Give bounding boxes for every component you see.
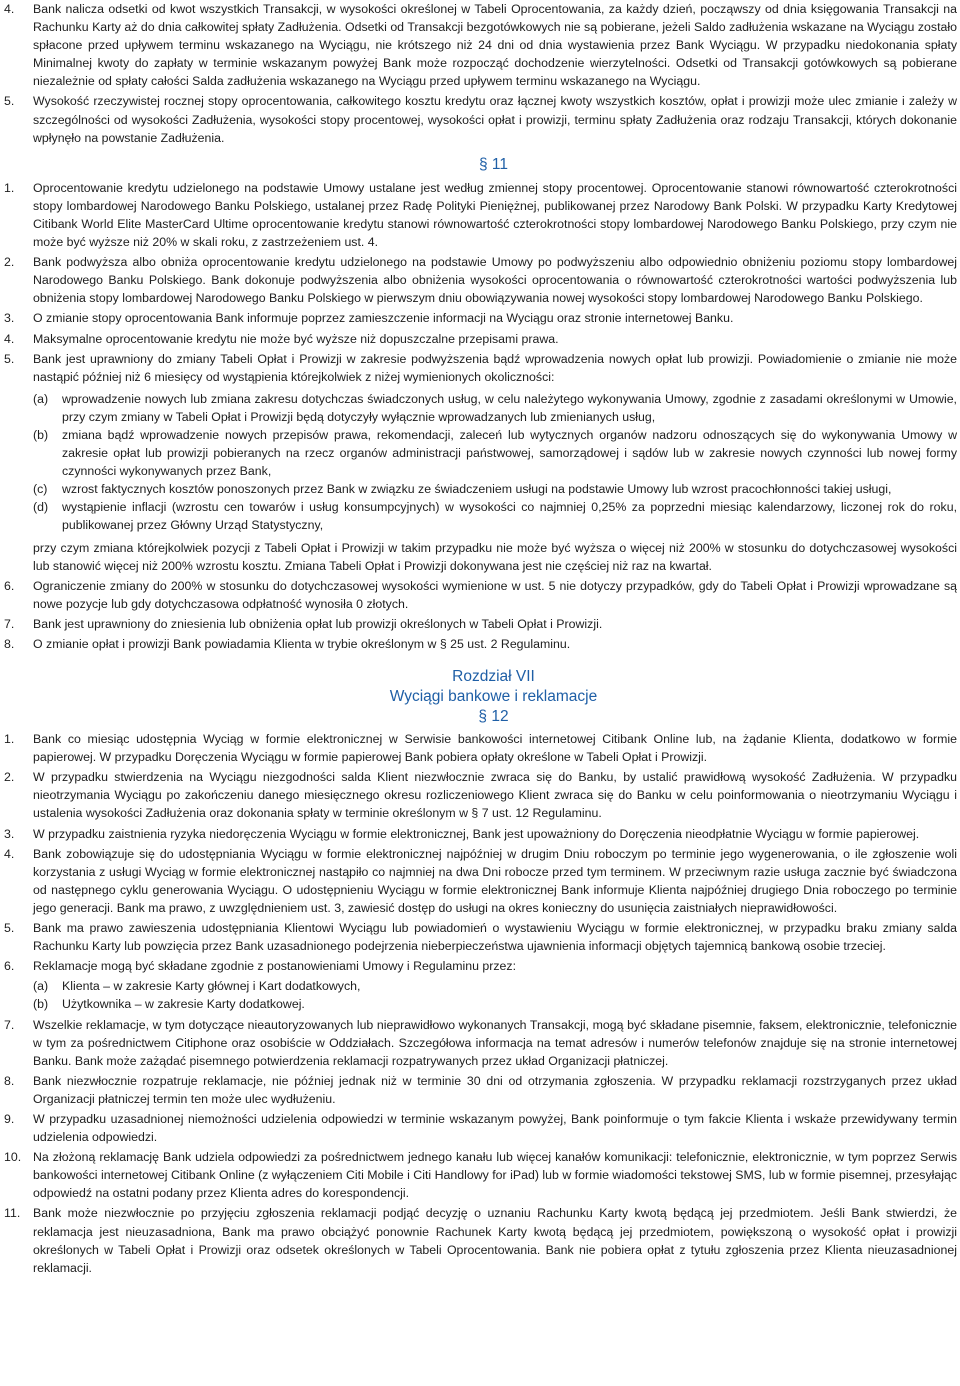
paragraph-text: Wysokość rzeczywistej rocznej stopy oprocentowania, całkowitego kosztu kredytu oraz łącznej kwoty wszystkich kosztów, opłat i prowizji może ulec zmianie i zależy w szczególności od wysokości Zadłużenia, wysokości stopy procentowej, wysokości opłat i prowizji, terminu spłaty Zadłużenia oraz rodzaju Transakcji, których dokonanie wpłynęło na powstanie Zadłużenia. xyxy=(33,94,957,145)
item-text: Maksymalne oprocentowanie kredytu nie może być wyższe niż dopuszczalne przepisami prawa. xyxy=(33,331,559,346)
sub-item-text: Klienta – w zakresie Karty głównej i Kart dodatkowych, xyxy=(62,979,361,994)
item-number: 3. xyxy=(4,311,15,326)
list-item xyxy=(4,730,957,766)
sub-item-text: wzrost faktycznych kosztów ponoszonych przez Bank w związku ze świadczeniem usługi na podstawie Umowy lub wzrost pracochłonności takiej usługi, xyxy=(62,482,892,497)
paragraph-number: 5. xyxy=(4,94,15,109)
item-text: Bank podwyższa albo obniża oprocentowanie kredytu udzielonego na podstawie Umowy po podwyższeniu albo odpowiednio obniżeniu poziomu stopy lombardowej Narodowego Banku Polskiego. Bank dokonuje podwyższenia albo obniżenia wysokości oprocentowania o równowartość czterokrotności wartości podwyższenia lub obniżenia stopy lombardowej Narodowego Banku Polskiego w pierwszym dniu obowiązywania nowej wysokości stopy lombardowej Narodowego Banku Polskiego. xyxy=(33,255,957,306)
item-text: Ograniczenie zmiany do 200% w stosunku do dotychczasowej wysokości wymienione w ust. 5 nie dotyczy przypadków, gdy do Tabeli Opłat i Prowizji wprowadzane są nowe pozycje lub gdy dotychczasowa odpłatność wynosiła 0 złotych. xyxy=(33,578,957,611)
item-number: 4. xyxy=(4,846,15,861)
item-text: W przypadku stwierdzenia na Wyciągu niezgodności salda Klient niezwłocznie zwraca się do Banku, by ustalić prawidłową wysokość Zadłużenia. W przypadku nieotrzymania Wyciągu po zakończeniu danego miesięcznego okresu rozliczeniowego Klient zwraca się do Banku w celu poinformowania o nieotrzymaniu Wyciągu i ustalenia wysokości Zadłużenia oraz dokonania spłaty w terminie określonym w § 7 ust. 12 Regulaminu. xyxy=(33,770,957,821)
sub-item xyxy=(33,977,957,995)
paragraph-4 xyxy=(4,0,957,90)
item-text: Bank ma prawo zawieszenia udostępniania Klientowi Wyciągu lub powiadomień o wystawieniu Wyciągu w formie elektronicznej, w przypadku braku zmiany salda Rachunku Karty lub powzięcia przez Bank uzasadnionego podejrzenia nieberpieczeństwa ujawnienia informacji objętych tajemnicą bankową osobie trzeciej. xyxy=(33,921,957,954)
item-text: Reklamacje mogą być składane zgodnie z postanowieniami Umowy i Regulaminu przez: xyxy=(33,959,517,974)
list-item xyxy=(4,253,957,307)
item-continuation: przy czym zmiana którejkolwiek pozycji z Tabeli Opłat i Prowizji w takim przypadku nie może być wyższa o więcej niż 200% w stosunku do dotychczasowej wysokości lub stanowić więcej niż 200% wzrostu kosztu. Zmiana Tabeli Opłat i Prowizji dokonywana jest nie częściej niż raz na kwartał. xyxy=(33,540,957,573)
sub-item-text: zmiana bądź wprowadzenie nowych przepisów prawa, rekomendacji, zaleceń lub wytycznych organów nadzoru odnoszących się do wykonywania Umowy w zakresie opłat lub prowizji pobieranych na rzecz organów administracji państwowej, samorządowej i sądów lub w zakresie nowych czynności lub nowej formy czynności wykonywanych przez Bank, xyxy=(62,427,957,479)
section-11-list xyxy=(4,179,957,653)
paragraph-5 xyxy=(4,92,957,146)
sub-item-text: wystąpienie inflacji (wzrostu cen towarów i usług konsumpcyjnych) w wysokości co najmniej 0,25% za poprzedni miesiąc kalendarzowy, liczonej rok do roku, publikowanej przez Główny Urząd Statystyczny, xyxy=(62,500,957,533)
sub-item-label: (b) xyxy=(33,427,49,442)
section-12-mark: § 12 xyxy=(478,708,509,726)
sub-item-label: (a) xyxy=(33,391,49,406)
item-text: W przypadku zaistnienia ryzyka niedoręczenia Wyciągu w formie elektronicznej, Bank jest upoważniony do Doręczenia nieodpłatnie Wyciągu w formie papierowej. xyxy=(33,826,920,841)
item-text: Oprocentowanie kredytu udzielonego na podstawie Umowy ustalane jest według zmiennej stopy procentowej. Oprocentowanie stanowi równowartość czterokrotności stopy lombardowej Narodowego Banku Polskiego, ustalanej przez Radę Polityki Pieniężnej, publikowanej przez Narodowy Bank Polski. W przypadku Karty Kredytowej Citibank World Elite MasterCard Ultime oprocentowanie kredytu stanowi równowartość czterokrotności stopy lombardowej Narodowego Banku Polskiego, przy czym nie może być wyższe niż 20% w skali roku, z zastrzeżeniem ust. 4. xyxy=(33,180,957,250)
sub-item-label: (a) xyxy=(33,979,49,994)
sub-item-text: Użytkownika – w zakresie Karty dodatkowej. xyxy=(62,997,305,1012)
item-number: 5. xyxy=(4,351,15,366)
list-item xyxy=(4,1110,957,1146)
sub-item-text: wprowadzenie nowych lub zmiana zakresu dotychczas świadczonych usług, w celu należytego wykonywania Umowy, zgodnie z zasadami określonymi w Umowie, przy czym zmiany w Tabeli Opłat i Prowizji będą dotyczyły wyłącznie wprowadzanych lub zmienianych usług, xyxy=(62,391,957,424)
paragraph-number: 4. xyxy=(4,2,15,16)
list-item xyxy=(4,350,957,575)
item-text: Bank niezwłocznie rozpatruje reklamacje, nie później jednak niż w terminie 30 dni od otrzymania zgłoszenia. W przypadku reklamacji rozstrzyganych przez układ Organizacji płatniczej termin ten może ulec wydłużeniu. xyxy=(33,1073,957,1106)
item-number: 2. xyxy=(4,255,15,270)
list-item xyxy=(4,1204,957,1276)
sub-item-label: (b) xyxy=(33,997,49,1012)
sub-item xyxy=(33,480,957,498)
item-number: 4. xyxy=(4,331,15,346)
item-text: Bank jest uprawniony do zmiany Tabeli Opłat i Prowizji w zakresie podwyższenia bądź wprowadzenia nowych opłat lub prowizji. Powiadomienie o zmianie nie może nastąpić później niż 6 miesięcy od wystąpienia którejkolwiek z niżej wymienionych okoliczności: xyxy=(33,351,957,384)
list-item xyxy=(4,330,957,348)
item-number: 7. xyxy=(4,616,15,631)
list-item xyxy=(4,825,957,843)
item-number: 7. xyxy=(4,1017,15,1032)
item-text: O zmianie stopy oprocentowania Bank informuje poprzez zamieszczenie informacji na Wyciągu oraz stronie internetowej Banku. xyxy=(33,311,734,326)
item-body xyxy=(33,350,957,575)
chapter-subtitle: Wyciągi bankowe i reklamacje xyxy=(389,688,598,706)
list-item xyxy=(4,768,957,822)
item-number: 3. xyxy=(4,826,15,841)
list-item xyxy=(4,1016,957,1070)
item-number: 8. xyxy=(4,637,15,651)
item-text: Bank co miesiąc udostępnia Wyciąg w formie elektronicznej w Serwisie bankowości internetowej Citibank Online lub, na żądanie Klienta, dodatkowo w formie papierowej. W przypadku Doręczenia Wyciągu w formie papierowej Bank pobiera opłaty określone w Tabeli Opłat i Prowizji. xyxy=(33,732,957,765)
item-body xyxy=(33,957,957,1013)
item-number: 6. xyxy=(4,578,15,593)
list-item xyxy=(4,957,957,1013)
item-number: 1. xyxy=(4,732,15,747)
item-number: 10. xyxy=(4,1150,22,1165)
item-text: O zmianie opłat i prowizji Bank powiadamia Klienta w trybie określonym w § 25 ust. 2 Regulaminu. xyxy=(33,637,571,651)
list-item xyxy=(4,577,957,613)
sub-item-label: (d) xyxy=(33,500,49,515)
item-number: 5. xyxy=(4,921,15,936)
item-number: 9. xyxy=(4,1111,15,1126)
sub-item xyxy=(33,995,957,1013)
list-item xyxy=(4,1148,957,1202)
list-item xyxy=(4,1072,957,1108)
list-item xyxy=(4,309,957,327)
list-item xyxy=(4,845,957,917)
paragraph-text: Bank nalicza odsetki od kwot wszystkich Transakcji, w wysokości określonej w Tabeli Oprocentowania, za każdy dzień, począwszy od dnia księgowania Transakcji na Rachunku Karty aż do dnia całkowitej spłaty Zadłużenia. Odsetki od Transakcji bezgotówkowych nie są pobierane, jeżeli Saldo zadłużenia wskazane na Wyciągu zostało spłacone przed upływem terminu wskazanego na Wyciągu, nie krótszego niż 24 dni od dnia wystawienia przez Bank Wyciągu. W przypadku niedokonania spłaty Minimalnej kwoty do zapłaty w terminie wskazanym powyżej Bank może rozpocząć dochodzenie wierzytelności. Odsetki od Transakcji gotówkowych są pobierane niezależnie od spłaty całości Salda zadłużenia wskazanego na Wyciągu przed upływem terminu wskazanego na Wyciągu. xyxy=(33,2,957,89)
item-text: Bank może niezwłocznie po przyjęciu zgłoszenia reklamacji podjąć decyzję o uznaniu Rachunku Karty kwotą będącą jej przedmiotem. Jeśli Bank stwierdzi, że reklamacja jest nieuzasadniona, Bank ma prawo obciążyć ponownie Rachunek Karty kwotą będącą jej przedmiotem, powiększoną o wysokość opłat i prowizji określonych w Tabeli Opłat i Prowizji oraz odsetek określonych w Tabeli Oprocentowania. Bank nie pobiera opłat z tytułu zgłoszenia przez Klienta nieuzasadnionej reklamacji. xyxy=(33,1206,957,1275)
section-12-list xyxy=(4,730,957,1277)
section-11-mark: § 11 xyxy=(478,155,509,173)
sub-item xyxy=(33,390,957,426)
item-number: 6. xyxy=(4,959,15,974)
item-number: 8. xyxy=(4,1073,15,1088)
item-text: Bank jest uprawniony do zniesienia lub obniżenia opłat lub prowizji określonych w Tabeli Opłat i Prowizji. xyxy=(33,616,603,631)
item-text: W przypadku uzasadnionej niemożności udzielenia odpowiedzi w terminie wskazanym powyżej, Bank poinformuje o tym fakcie Klienta i wskaże przewidywany termin udzielenia odpowiedzi. xyxy=(33,1111,957,1145)
list-item xyxy=(4,635,957,653)
sub-item xyxy=(33,498,957,534)
chapter-title: Rozdział VII xyxy=(452,668,535,686)
item-text: Wszelkie reklamacje, w tym dotyczące nieautoryzowanych lub nieprawidłowo wykonanych Transakcji, mogą być składane pisemnie, faksem, elektronicznie, telefonicznie w tym za pośrednictwem Citiphone oraz osobiście w Oddziałach. Szczegółowa informacja na temat adresów i numerów telefonów znajduje się na stronie internetowej Banku. Bank może zażądać pisemnego potwierdzenia reklamacji rozpatrywanych przez układ Organizacji płatniczej. xyxy=(33,1017,957,1068)
item-number: 2. xyxy=(4,770,15,785)
sub-item-label: (c) xyxy=(33,482,48,497)
list-item xyxy=(4,179,957,251)
list-item xyxy=(4,615,957,633)
sub-item xyxy=(33,426,957,480)
item-text: Na złożoną reklamację Bank udziela odpowiedzi za pośrednictwem jednego kanału lub więcej kanałów komunikacji: telefonicznie, elektronicznie, w tym poprzez Serwis bankowości internetowej Citibank Online (z wyłączeniem Citi Mobile i Citi Handlowy for iPad) lub w formie wiadomości tekstowej SMS, lub w formie pisemnej, przesyłając odpowiedź na ostatni podany przez Klienta adres do korespondencji. xyxy=(33,1150,957,1201)
item-text: Bank zobowiązuje się do udostępniania Wyciągu w formie elektronicznej najpóźniej w drugim Dniu roboczym po terminie jego wygenerowania, o ile zgłoszenie woli korzystania z usługi Wyciąg w formie elektronicznej nastąpiło co najmniej na dwa Dni robocze przed tym terminem. W przeciwnym razie usługa zacznie być świadczona od następnego cyklu generowania Wyciągu. O udostępnieniu Wyciągu w formie elektronicznej Bank informuje Klienta najpóźniej drugiego Dnia roboczego po terminie jego generacji. Bank ma prawo, z uwzględnieniem ust. 3, zawiesić dostęp do usługi na okres konieczny do usunięcia zaistniałych nieprawidłowości. xyxy=(33,846,957,915)
item-number: 1. xyxy=(4,180,15,195)
list-item xyxy=(4,919,957,955)
item-number: 11. xyxy=(4,1206,21,1221)
